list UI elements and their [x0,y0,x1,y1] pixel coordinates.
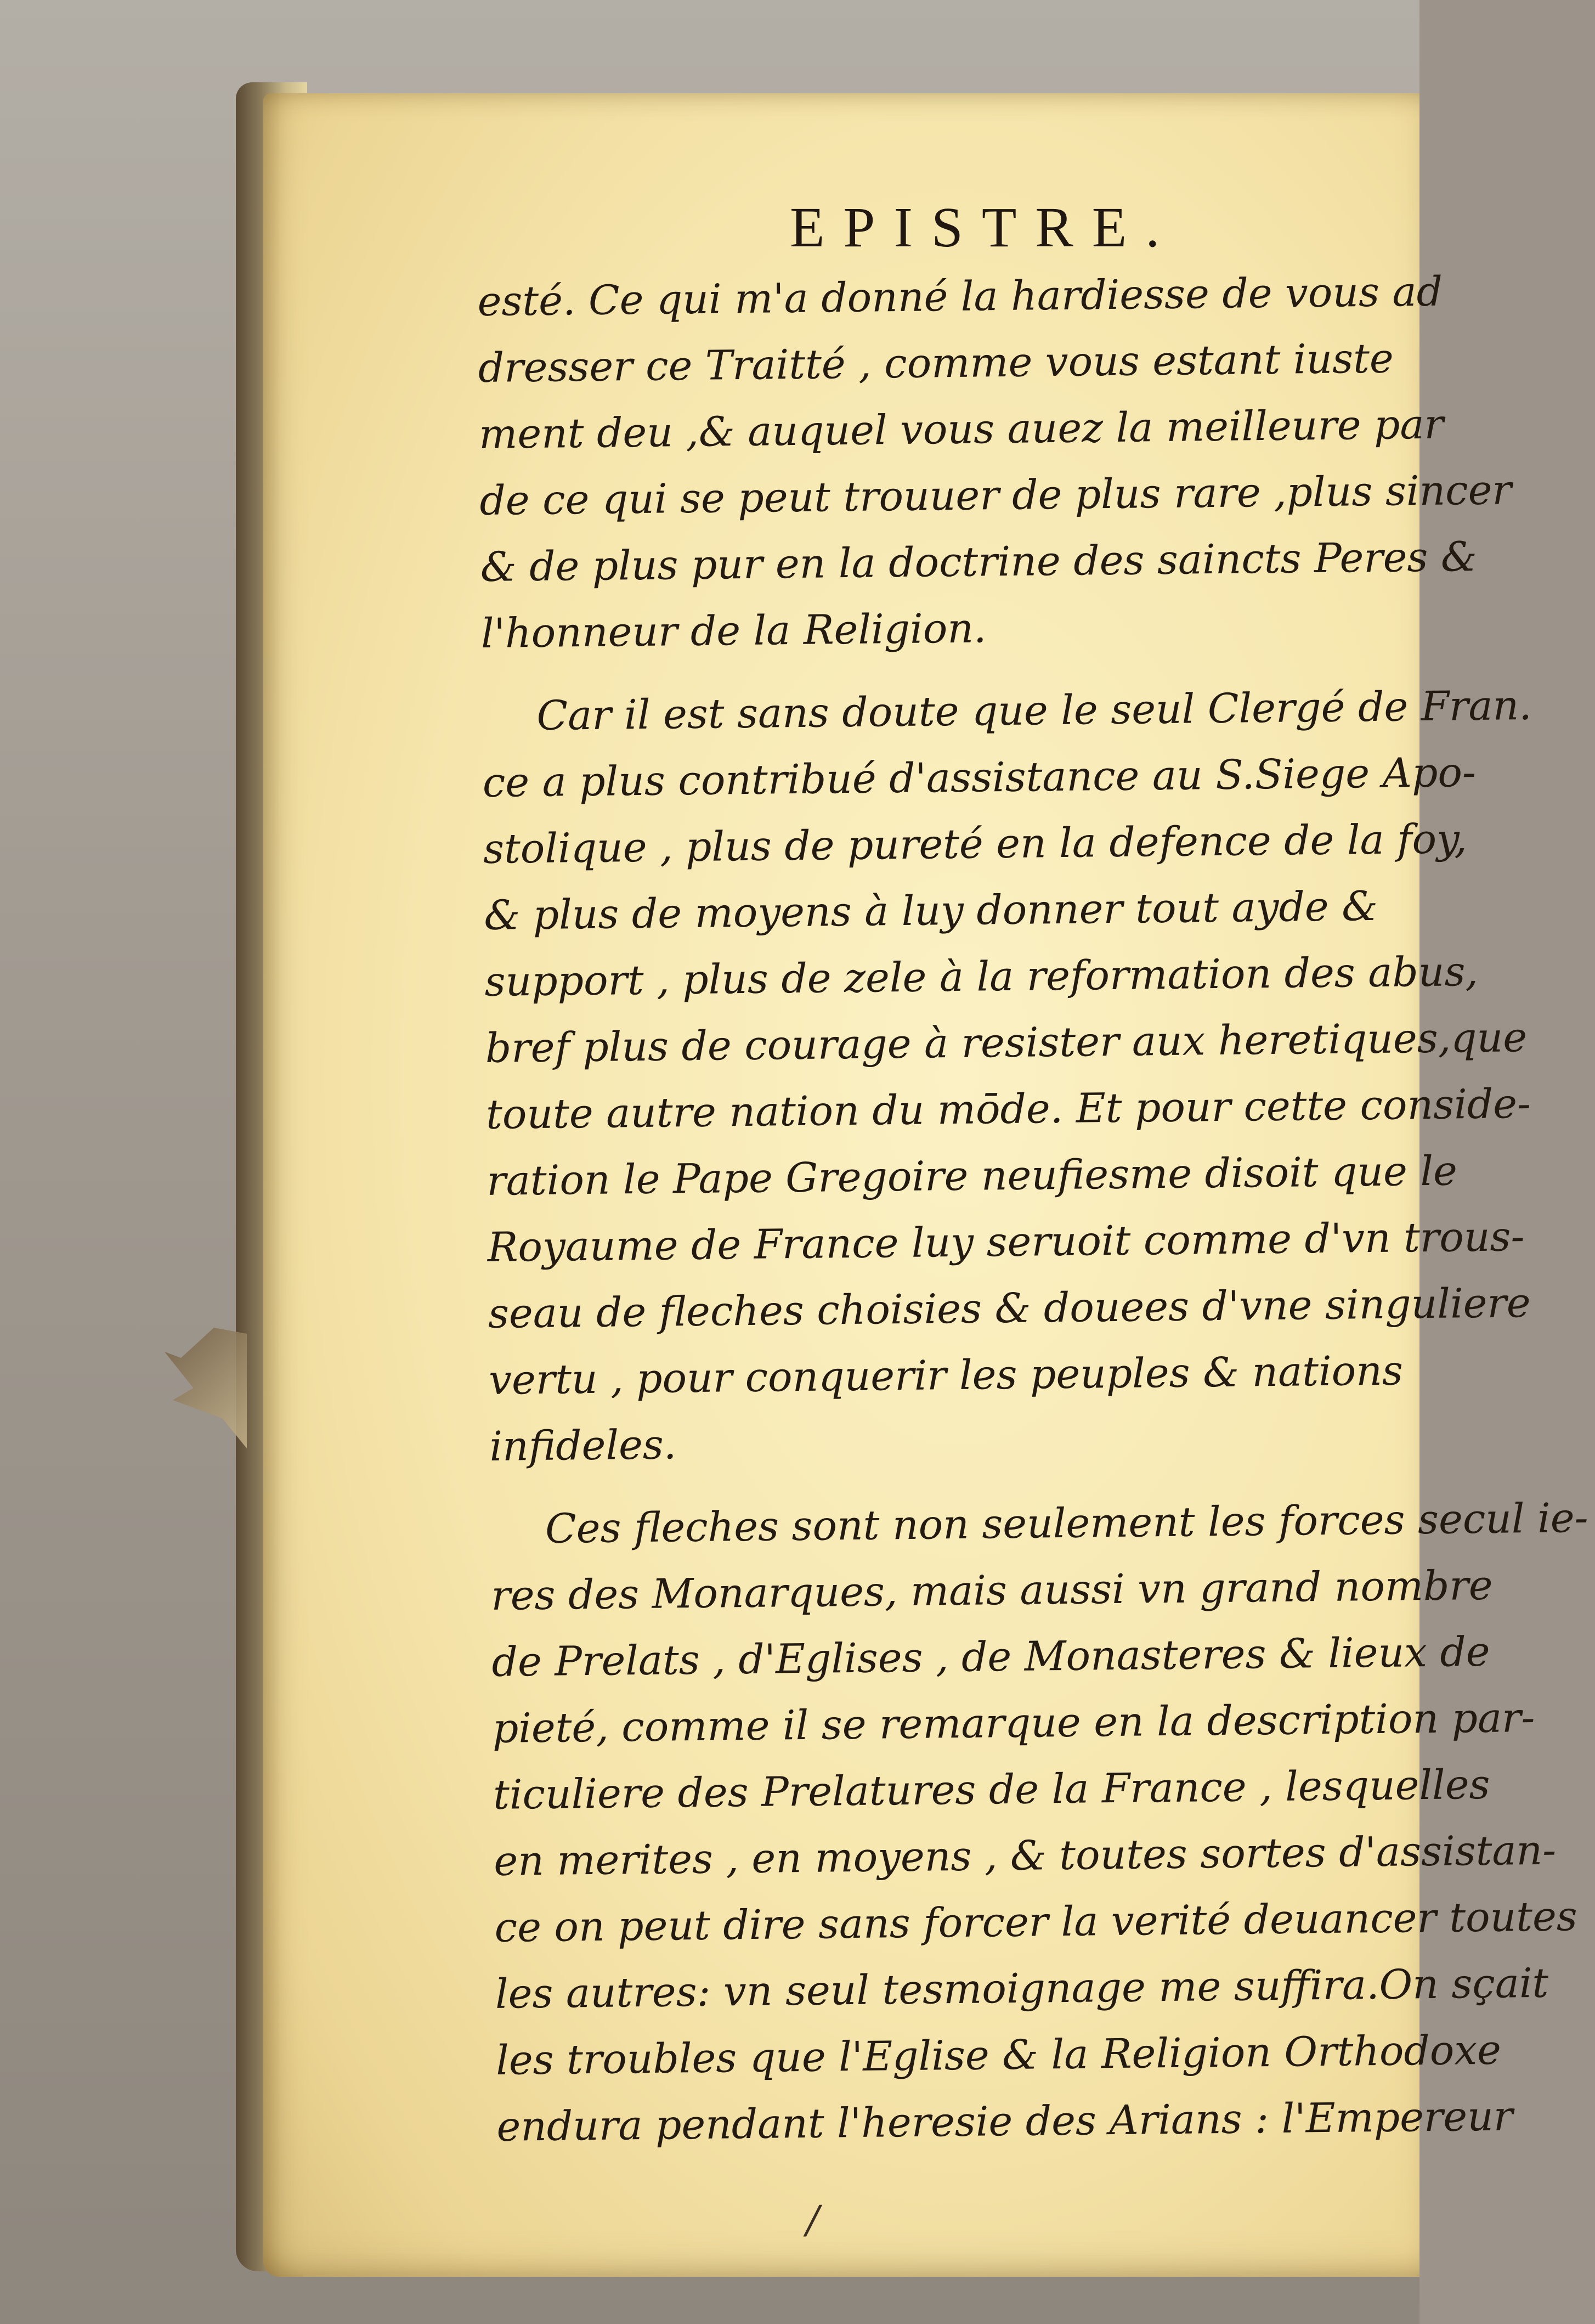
text-line: de ce qui se peut trouuer de plus rare ,plus sincer [479,466,1512,524]
text-line: de Prelats , d'Eglises , de Monasteres & lieux de [491,1628,1490,1686]
text-line: seau de fleches choisies & douees d'vne singuliere [488,1279,1531,1338]
text-line: endura pendant l'heresie des Arians : l'Empereur [496,2092,1513,2151]
text-line: & de plus pur en la doctrine des saincts Peres & [480,533,1478,591]
page-text [477,259,1589,2161]
text-line: bref plus de courage à resister aux heretiques,que [485,1014,1528,1072]
text-line: esté. Ce qui m'a donné la hardiesse de vous ad [477,268,1443,325]
text-line: les troubles que l'Eglise & la Religion Orthodoxe [495,2026,1502,2084]
text-line: ment deu ,& auquel vous auez la meilleure par [478,401,1444,458]
text-line: Car il est sans doute que le seul Clergé de Fran. [536,681,1532,740]
text-line: pieté, comme il se remarque en la description par- [492,1694,1535,1752]
text-line: & plus de moyens à luy donner tout ayde & [483,882,1378,939]
text-line: ticuliere des Prelatures de la France , lesquelles [493,1761,1490,1819]
text-line: dresser ce Traitté , comme vous estant iuste [478,335,1394,392]
stray-mark: / [806,2197,819,2242]
text-line: Ces fleches sont non seulement les forces secul ie- [545,1494,1589,1553]
text-line: ce a plus contribué d'assistance au S.Siege Apo- [482,748,1477,806]
text-line: en merites , en moyens , & toutes sortes d'assistan- [493,1826,1557,1885]
text-line: stolique , plus de pureté en la defence de la foy, [483,815,1468,873]
text-line: support , plus de zele à la reformation des abus, [484,947,1479,1006]
text-line: res des Monarques, mais aussi vn grand nombre [490,1561,1494,1620]
text-line: infideles. [489,1421,677,1470]
text-line: ce on peut dire sans forcer la verité deuancer toutes [494,1893,1578,1951]
text-line: l'honneur de la Religion. [480,605,987,657]
running-head: EPISTRE. [790,196,1179,259]
text-line: toute autre nation du mōde. Et pour cette conside- [485,1080,1531,1138]
text-line: vertu , pour conquerir les peuples & nations [488,1347,1404,1404]
text-line: les autres: vn seul tesmoignage me suffira.On sçait [495,1959,1549,2018]
text-line: ration le Pape Gregoire neufiesme disoit que le [486,1147,1458,1205]
text-line: Royaume de France luy seruoit comme d'vn trous- [487,1213,1525,1271]
